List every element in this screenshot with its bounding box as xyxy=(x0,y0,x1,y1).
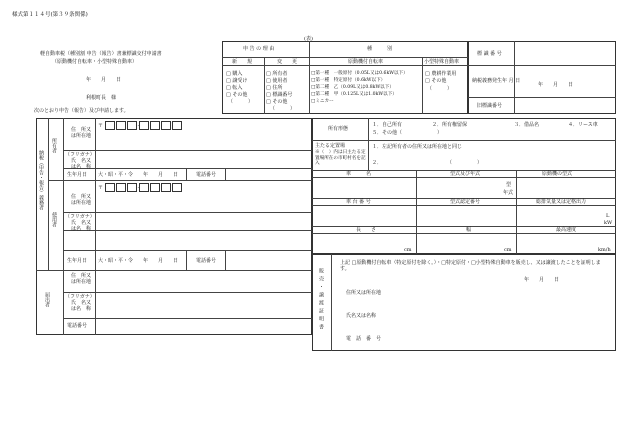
issue-date-value: 年 月 日 xyxy=(538,82,574,88)
special-header: 小型特殊自動車 xyxy=(424,59,460,65)
change-item[interactable]: □ 住所 xyxy=(266,85,283,91)
transfer-address: 住所又は所在地 xyxy=(346,290,382,296)
storage-note: ※（ ）内は日主たる定置場所在の市町村名を記入 xyxy=(315,150,366,166)
motor-type-label: 原動機の型式 xyxy=(542,171,573,177)
moped-item[interactable]: □第二種 甲（0.125L又は1.0kW以下） xyxy=(311,92,397,97)
new-item-other: （ ） xyxy=(228,99,254,105)
user-birth-value: 大・昭・平・令 年 月 日 xyxy=(98,258,179,264)
owner-section-label: 納税（申告・報告）義務者 xyxy=(38,150,44,210)
reporter-kana-label: （フリガナ） xyxy=(65,294,95,300)
displacement-label: 総排気量又は定格出力 xyxy=(536,199,587,205)
owner-birth-value: 大・昭・平・令 年 月 日 xyxy=(98,172,179,178)
transfer-statement: 上記 □原動機付自転車（特定原付を除く。）・□特定原付・□小型特殊自動車を販売し、又は譲渡したことを証明します。 xyxy=(340,260,601,272)
title-line2: （原動機付自転車・小型特殊自動車） xyxy=(52,59,138,65)
reporter-name-label: 氏 名又は名 称 xyxy=(70,300,91,312)
owner-postal[interactable]: 〒 - xyxy=(98,121,183,130)
user-label: 使用者 xyxy=(51,212,57,227)
unit-l: L xyxy=(606,213,610,219)
type-header: 種 別 xyxy=(367,46,393,52)
user-address-label: 住 所又は所在地 xyxy=(70,194,91,206)
special-item-other: （ ） xyxy=(427,86,453,92)
addressee: 利根町長 様 xyxy=(86,95,117,101)
change-header: 変 更 xyxy=(277,59,298,65)
user-name-label: 氏 名又は名 称 xyxy=(70,220,91,232)
user-postal[interactable]: 〒 - xyxy=(98,183,183,192)
storage-option[interactable]: １．左記所有者の住所又は所在地と同じ xyxy=(372,144,463,150)
storage-label: 主たる定置場 xyxy=(315,143,346,149)
owner-kana-label: （フリガナ） xyxy=(65,152,95,158)
ownership-label: 所有形態 xyxy=(328,126,349,132)
plate-number-label: 標 識 番 号 xyxy=(477,51,502,57)
model-label: 型 xyxy=(506,182,512,188)
length-label: 長 さ xyxy=(356,227,377,233)
new-item[interactable]: □ 購入 xyxy=(226,71,243,77)
year-label: 年式 xyxy=(503,190,514,196)
new-item[interactable]: □ 転入 xyxy=(226,85,243,91)
reporter-address-label: 住 所又は所在地 xyxy=(70,273,91,285)
change-item[interactable]: □ その他 xyxy=(266,99,288,105)
moped-item[interactable]: □第一種 特定原付（0.6kW以下） xyxy=(311,78,386,83)
special-item[interactable]: □ 農耕作業用 xyxy=(425,71,457,77)
issue-date-label: 納税義務発生年 月 日 xyxy=(472,78,521,84)
change-item-other: （ ） xyxy=(270,106,296,112)
speed-label: 最高速度 xyxy=(556,227,577,233)
unit-cm-2: cm xyxy=(504,247,512,253)
special-item[interactable]: □ その他 xyxy=(425,78,447,84)
moped-header: 原動機付自転車 xyxy=(348,59,384,65)
new-item[interactable]: □ 譲受け xyxy=(226,78,248,84)
owner-address-label: 住 所又は所在地 xyxy=(70,127,91,139)
moped-item[interactable]: □第二種 乙（0.09L又は0.8kW以下） xyxy=(311,85,394,90)
frame-number-label: 車 台 番 号 xyxy=(346,199,371,205)
moped-item[interactable]: □第一種 一般原付（0.05L又は0.6kW以下） xyxy=(311,71,408,76)
unit-kmh: km/h xyxy=(598,247,611,253)
user-birth-label: 生年月日 xyxy=(67,258,88,264)
transfer-name: 氏名又は名称 xyxy=(346,313,377,319)
ownership-option[interactable]: ５．その他（ ） xyxy=(372,130,443,136)
new-header: 新 規 xyxy=(232,59,253,65)
reporter-label: 届出者 xyxy=(44,292,50,307)
user-phone-label: 電話番号 xyxy=(196,258,217,264)
new-item[interactable]: □ その他 xyxy=(226,92,248,98)
transfer-phone: 電 話 番 号 xyxy=(346,336,382,342)
change-item[interactable]: □ 標識番号 xyxy=(266,92,293,98)
width-label: 幅 xyxy=(466,227,472,233)
front-mark: (表) xyxy=(304,36,313,42)
storage-option[interactable]: ２． （ ） xyxy=(372,160,483,166)
owner-phone-label: 電話番号 xyxy=(196,172,217,178)
owner-birth-label: 生年月日 xyxy=(67,172,88,178)
ownership-option[interactable]: ３．借品名 xyxy=(514,122,540,128)
ownership-option[interactable]: ４．リース車 xyxy=(568,122,598,128)
unit-kw: kW xyxy=(604,220,613,226)
title-line1: 軽自動車税（種別割 申告（報告）書兼標識交付申請書 xyxy=(40,51,162,57)
header-date: 年 月 日 xyxy=(86,77,122,83)
model-year-label: 型式及び年式 xyxy=(450,171,481,177)
reporter-phone-label: 電話番号 xyxy=(67,323,88,329)
change-item[interactable]: □ 所有者 xyxy=(266,71,288,77)
transfer-label: 販売・譲渡証明書 xyxy=(318,268,324,332)
owner-name-label: 氏 名又は名 称 xyxy=(70,158,91,170)
vehicle-name-label: 車 名 xyxy=(346,171,372,177)
ownership-option[interactable]: ２．所有権留保 xyxy=(432,122,468,128)
intro-text: 次のとおり申告（報告）及び申請します。 xyxy=(34,108,129,114)
unit-cm: cm xyxy=(404,247,412,253)
user-kana-label: （フリガナ） xyxy=(65,214,95,220)
moped-item[interactable]: □ミニカー xyxy=(311,99,334,104)
form-number: 様式第１１４号(第３９条関係) xyxy=(12,12,88,18)
old-plate-label: 旧標識番号 xyxy=(477,103,503,109)
ownership-option[interactable]: １．自己所有 xyxy=(372,122,403,128)
owner-label: 所有者 xyxy=(51,138,57,153)
transfer-date: 年 月 日 xyxy=(524,277,560,283)
approval-label: 型式認定番号 xyxy=(450,199,481,205)
change-item[interactable]: □ 使用者 xyxy=(266,78,288,84)
reason-header: 申 告 の 理 由 xyxy=(243,46,275,52)
